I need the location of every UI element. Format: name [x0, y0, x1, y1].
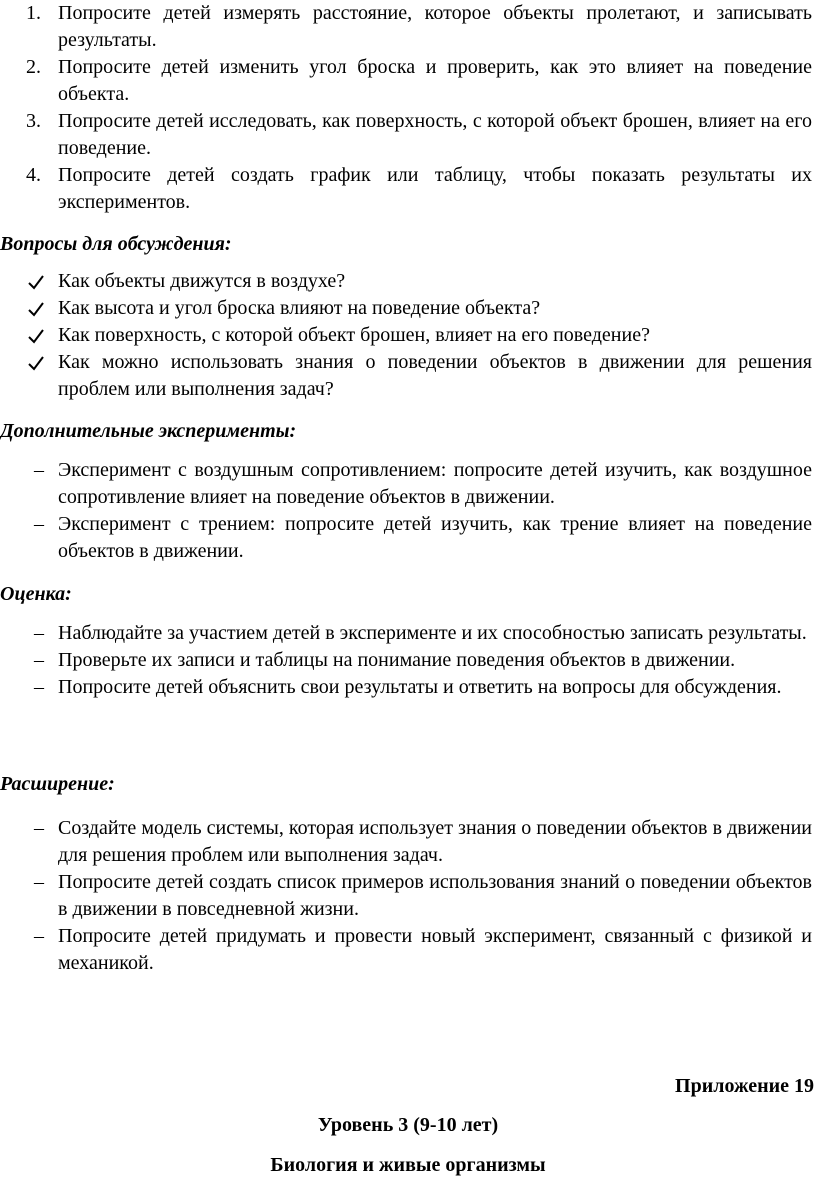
dash-item [0, 674, 814, 701]
checklist-item [0, 295, 814, 322]
item-text: Как можно использовать знания о поведении объектов в движении для решения проблем или выполнения задач? [58, 351, 812, 400]
item-number: 1. [26, 2, 41, 24]
discussion-heading: Вопросы для обсуждения: [0, 233, 232, 255]
assessment-heading: Оценка: [0, 583, 72, 605]
dash-marker: – [34, 871, 44, 893]
extension-heading: Расширение: [0, 773, 115, 795]
item-number: 4. [26, 164, 41, 186]
numbered-item [0, 54, 814, 108]
dash-item [0, 620, 814, 647]
checkmark-icon [28, 295, 48, 322]
item-text: Попросите детей создать список примеров использования знаний о поведении объектов в движении в повседневной жизни. [58, 871, 812, 920]
item-number: 2. [26, 56, 41, 78]
level-title: Уровень 3 (9-10 лет) [317, 1114, 499, 1136]
item-text: Как поверхность, с которой объект брошен, влияет на его поведение? [58, 324, 650, 346]
numbered-item [0, 0, 814, 54]
numbered-item [0, 108, 814, 162]
item-text: Попросите детей измерять расстояние, которое объекты пролетают, и записывать результаты. [58, 2, 812, 51]
dash-marker: – [34, 459, 44, 481]
item-text: Эксперимент с воздушным сопротивлением: попросите детей изучить, как воздушное сопротивление влияет на поведение объектов в движении. [58, 459, 812, 508]
extension-list [0, 815, 814, 977]
appendix-label: Приложение 19 [675, 1075, 814, 1097]
additional-heading: Дополнительные эксперименты: [0, 420, 297, 442]
dash-marker: – [34, 513, 44, 535]
checkmark-icon [28, 349, 48, 376]
item-text: Наблюдайте за участием детей в эксперименте и их способностью записать результаты. [58, 622, 807, 644]
dash-item [0, 923, 814, 977]
dash-item [0, 869, 814, 923]
checklist-item [0, 322, 814, 349]
numbered-list [0, 0, 814, 216]
dash-item [0, 511, 814, 565]
discussion-list [0, 268, 814, 403]
dash-marker: – [34, 817, 44, 839]
item-text: Проверьте их записи и таблицы на понимание поведения объектов в движении. [58, 649, 736, 671]
checkmark-icon [28, 268, 48, 295]
dash-marker: – [34, 649, 44, 671]
item-text: Как объекты движутся в воздухе? [58, 270, 346, 292]
item-text: Как высота и угол броска влияют на поведение объекта? [58, 297, 541, 319]
dash-item [0, 457, 814, 511]
checklist-item [0, 349, 814, 403]
dash-item [0, 647, 814, 674]
item-text: Попросите детей исследовать, как поверхность, с которой объект брошен, влияет на его поведение. [58, 110, 812, 159]
checklist-item [0, 268, 814, 295]
assessment-list [0, 620, 814, 701]
item-text: Создайте модель системы, которая использует знания о поведении объектов в движении для решения проблем или выполнения задач. [58, 817, 812, 866]
dash-marker: – [34, 676, 44, 698]
item-text: Попросите детей изменить угол броска и проверить, как это влияет на поведение объекта. [58, 56, 812, 105]
dash-marker: – [34, 622, 44, 644]
item-number: 3. [26, 110, 41, 132]
item-text: Попросите детей придумать и провести новый эксперимент, связанный с физикой и механикой. [58, 925, 812, 974]
item-text: Попросите детей объяснить свои результаты и ответить на вопросы для обсуждения. [58, 676, 782, 698]
numbered-item [0, 162, 814, 216]
item-text: Попросите детей создать график или таблицу, чтобы показать результаты их экспериментов. [58, 164, 812, 213]
item-text: Эксперимент с трением: попросите детей изучить, как трение влияет на поведение объектов в движении. [58, 513, 812, 562]
dash-marker: – [34, 925, 44, 947]
checkmark-icon [28, 322, 48, 349]
topic-title: Биология и живые организмы [270, 1154, 546, 1176]
dash-item [0, 815, 814, 869]
additional-list [0, 457, 814, 565]
